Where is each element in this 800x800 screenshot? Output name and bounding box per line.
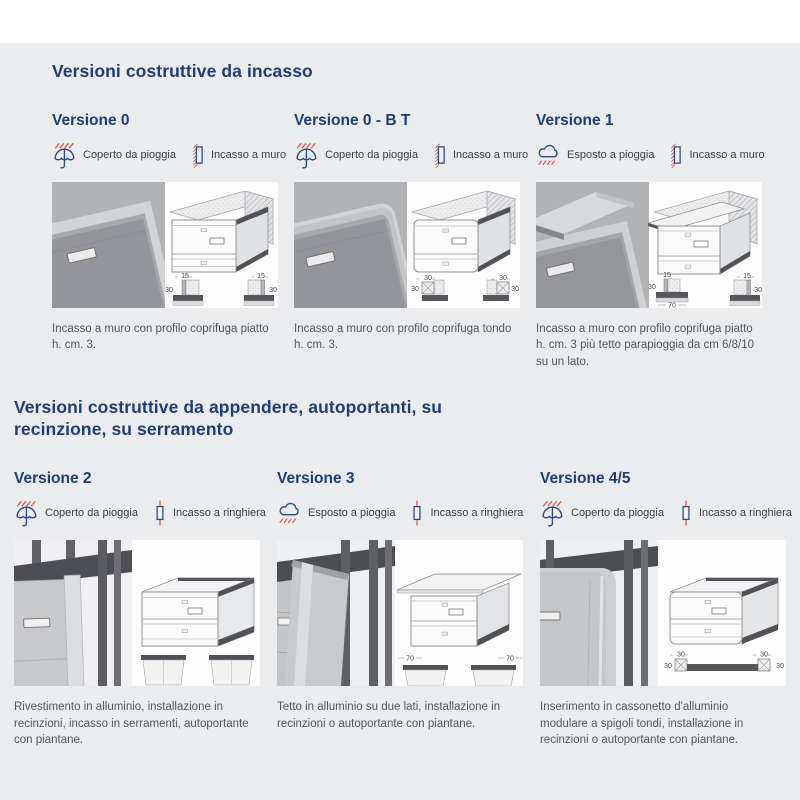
section-title-appendere: Versioni costruttive da appendere, autoportanti, su recinzione, su serramento (14, 396, 443, 440)
dimension-label: 30 (499, 275, 507, 283)
umbrella-rain-icon (540, 500, 564, 527)
version-caption: Rivestimento in alluminio, installazione in recinzioni, incasso in serramenti, autoportante con piantane. (14, 701, 249, 746)
cloud-rain-icon (277, 501, 301, 525)
figure-version-3 (277, 540, 523, 686)
railing-recess-icon (411, 500, 423, 526)
dimension-label: 30 (411, 286, 419, 294)
legend-row (277, 495, 523, 531)
version-name: Versione 0 (52, 112, 130, 130)
dimension-label: 70 (668, 302, 676, 309)
version-card-45 (540, 470, 792, 747)
version-card-0bt (294, 112, 529, 369)
weather-label: Coperto da pioggia (45, 507, 138, 520)
mount-label: Incasso a muro (210, 149, 287, 162)
photo-rendering (536, 182, 657, 308)
section-appendere-columns (14, 470, 800, 747)
dimension-label: 30 (760, 651, 768, 659)
mount-label: Incasso a muro (452, 149, 529, 162)
legend-row (14, 495, 266, 531)
mount-legend (411, 500, 523, 526)
dimension-label: 30 (424, 275, 432, 283)
content-panel (0, 43, 800, 800)
photo-rendering (14, 540, 132, 686)
dimension-label: 30 (677, 651, 685, 659)
photo-rendering (277, 540, 395, 686)
weather-legend (277, 501, 395, 525)
weather-label: Coperto da pioggia (571, 507, 664, 520)
mounting-flap-right (471, 665, 516, 686)
dimension-label: 70 (406, 655, 414, 663)
weather-legend (14, 500, 138, 527)
umbrella-rain-icon (52, 142, 76, 169)
dimension-label: 30 (511, 286, 519, 294)
weather-label: Coperto da pioggia (83, 149, 176, 162)
figure-version-2 (14, 540, 260, 686)
weather-legend (540, 500, 664, 527)
dimension-label: 30 (648, 284, 656, 292)
version-name: Versione 1 (536, 112, 614, 130)
version-name: Versione 3 (277, 470, 355, 488)
legend-row (540, 495, 792, 531)
mount-label: Incasso a muro (689, 149, 765, 162)
legend-row (294, 137, 529, 173)
legend-row (52, 137, 287, 173)
weather-label: Esposto a pioggia (308, 507, 396, 520)
wall-recess-icon (434, 142, 446, 168)
umbrella-rain-icon (14, 500, 38, 527)
weather-label: Esposto a pioggia (567, 149, 655, 162)
figure-version-0bt (294, 182, 520, 308)
mount-label: Incasso a ringhiera (430, 507, 524, 520)
weather-legend (52, 142, 176, 169)
railing-recess-icon (680, 500, 692, 526)
weather-label: Coperto da pioggia (325, 149, 418, 162)
mount-legend (192, 142, 286, 168)
dimension-label: 15 (257, 273, 265, 281)
mounting-flap-left (141, 655, 186, 685)
legend-row (536, 137, 765, 173)
mount-legend (434, 142, 528, 168)
dimension-label: 30 (776, 663, 784, 671)
version-caption: Incasso a muro con profilo coprifuga piatto h. cm. 3 più tetto parapioggia da cm 6/8/10 su un lato. (536, 323, 754, 368)
version-caption: Inserimento in cassonetto d'alluminio modulare a spigoli tondi, installazione in recinzioni o autoportante con piantane. (540, 701, 744, 746)
dimension-label: 70 (506, 655, 514, 663)
wall-recess-icon (192, 142, 204, 168)
dimension-label: 15 (743, 273, 751, 281)
mount-label: Incasso a ringhiera (698, 507, 792, 520)
dimension-label: 30 (165, 287, 173, 295)
wall-recess-icon (670, 142, 682, 168)
dimension-label: 15 (181, 273, 189, 281)
figure-version-45 (540, 540, 786, 686)
figure-version-1 (536, 182, 762, 308)
dimension-label: 30 (754, 287, 762, 295)
mount-label: Incasso a ringhiera (172, 507, 266, 520)
mount-legend (680, 500, 792, 526)
mount-legend (670, 142, 764, 168)
version-caption: Tetto in alluminio su due lati, installazione in recinzioni o autoportante con piantane. (277, 701, 501, 730)
cloud-rain-icon (536, 143, 560, 167)
figure-version-0 (52, 182, 278, 308)
mounting-flap-left (403, 665, 448, 686)
umbrella-rain-icon (294, 142, 318, 169)
weather-legend (536, 143, 654, 167)
version-card-3 (277, 470, 523, 747)
section-title-incasso: Versioni costruttive da incasso (52, 61, 313, 81)
weather-legend (294, 142, 418, 169)
section-incasso-columns (52, 112, 800, 369)
version-name: Versione 0 - B T (294, 112, 411, 130)
photo-rendering (294, 182, 426, 308)
version-name: Versione 2 (14, 470, 92, 488)
version-card-0 (52, 112, 287, 369)
version-caption: Incasso a muro con profilo coprifuga tondo h. cm. 3. (294, 323, 512, 352)
dimension-label: 30 (269, 287, 277, 295)
mount-legend (154, 500, 266, 526)
mounting-flap-right (209, 655, 254, 685)
photo-rendering (540, 540, 658, 686)
version-caption: Incasso a muro con profilo coprifuga piatto h. cm. 3. (52, 323, 269, 352)
version-card-1 (536, 112, 765, 369)
version-name: Versione 4/5 (540, 470, 631, 488)
dimension-label: 30 (664, 663, 672, 671)
version-card-2 (14, 470, 266, 747)
railing-recess-icon (154, 500, 166, 526)
dimension-label: 15 (663, 272, 671, 280)
